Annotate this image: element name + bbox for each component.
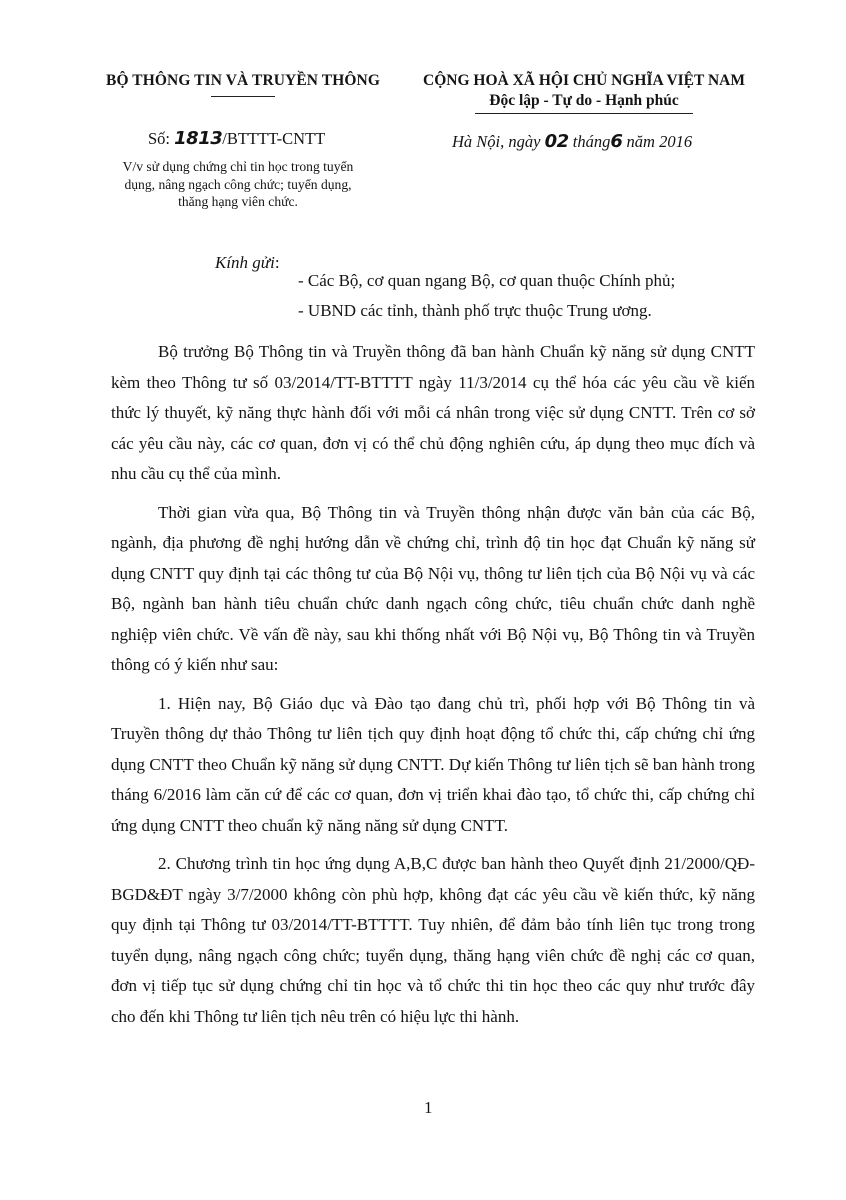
national-header — [414, 72, 754, 114]
agency-underline — [211, 96, 275, 97]
document-number-suffix: /BTTTT-CNTT — [222, 129, 326, 148]
recipient-item: - UBND các tỉnh, thành phố trực thuộc Trung ương. — [298, 301, 652, 320]
motto-underline — [475, 113, 693, 114]
agency-name: BỘ THÔNG TIN VÀ TRUYỀN THÔNG — [106, 72, 380, 89]
date-month-handwritten: 6 — [610, 131, 623, 152]
date-line — [452, 131, 692, 152]
national-motto: Độc lập - Tự do - Hạnh phúc — [489, 92, 679, 109]
nation-name: CỘNG HOÀ XÃ HỘI CHỦ NGHĨA VIỆT NAM — [423, 72, 745, 89]
date-prefix: Hà Nội, ngày — [452, 132, 541, 151]
recipients-label-text: Kính gửi — [215, 253, 275, 272]
date-suffix: năm 2016 — [626, 132, 693, 151]
body-paragraph: Bộ trưởng Bộ Thông tin và Truyền thông đã ban hành Chuẩn kỹ năng sử dụng CNTT kèm theo Thông tư số 03/2014/TT-BTTTT ngày 11/3/2014 cụ thể hóa các yêu cầu về kiến thức lý thuyết, kỹ năng thực hành đối với mỗi cá nhân trong việc sử dụng CNTT. Trên cơ sở các yêu cầu này, các cơ quan, đơn vị có thể chủ động nghiên cứu, áp dụng theo mục đích và nhu cầu cụ thể của mình. — [111, 342, 755, 483]
document-body — [111, 337, 755, 1040]
page-number: 1 — [424, 1098, 433, 1117]
agency-header — [88, 72, 398, 97]
recipients-list — [298, 266, 675, 326]
date-day-handwritten: 02 — [544, 131, 569, 152]
body-paragraph: 1. Hiện nay, Bộ Giáo dục và Đào tạo đang chủ trì, phối hợp với Bộ Thông tin và Truyền thông dự thảo Thông tư liên tịch quy định hoạt động tổ chức thi, cấp chứng chỉ ứng dụng CNTT theo Chuẩn kỹ năng sử dụng CNTT. Dự kiến Thông tư liên tịch sẽ ban hành trong tháng 6/2016 làm căn cứ để các cơ quan, đơn vị triển khai đào tạo, tổ chức thi, cấp chứng chỉ ứng dụng CNTT theo chuẩn kỹ năng năng sử dụng CNTT. — [111, 693, 755, 835]
document-number — [148, 128, 325, 149]
document-subject: V/v sử dụng chứng chỉ tin học trong tuyển dụng, nâng ngạch công chức; tuyển dụng, thăng hạng viên chức. — [122, 159, 354, 209]
body-paragraph: Thời gian vừa qua, Bộ Thông tin và Truyền thông nhận được văn bản của các Bộ, ngành, địa phương đề nghị hướng dẫn về chứng chỉ, trình độ tin học đạt Chuẩn kỹ năng sử dụng CNTT quy định tại các thông tư của Bộ Nội vụ, thông tư liên tịch của Bộ Nội vụ và các Bộ, ngành ban hành tiêu chuẩn chức danh ngạch công chức, tiêu chuẩn chức danh nghề nghiệp viên chức. Về vấn đề này, sau khi thống nhất với Bộ Nội vụ, Bộ Thông tin và Truyền thông có ý kiến như sau: — [111, 502, 755, 674]
body-paragraph: 2. Chương trình tin học ứng dụng A,B,C được ban hành theo Quyết định 21/2000/QĐ-BGD&ĐT ngày 3/7/2000 không còn phù hợp, không đạt các yêu cầu về kiến thức, kỹ năng quy định tại Thông tư 03/2014/TT-BTTTT. Tuy nhiên, để đảm bảo tính liên tục trong trong tuyển dụng, nâng ngạch công chức; tuyển dụng, thăng hạng viên chức đề nghị các cơ quan, đơn vị tiếp tục sử dụng chứng chỉ tin học và tổ chức thi tin học theo các quy như trước đây cho đến khi Thông tư liên tịch nêu trên có hiệu lực thi hành. — [111, 854, 755, 1026]
document-number-handwritten: 1813 — [174, 128, 223, 149]
date-month-word: tháng — [572, 132, 611, 151]
recipient-item: - Các Bộ, cơ quan ngang Bộ, cơ quan thuộc Chính phủ; — [298, 271, 676, 290]
recipients-label: Kính gửi: — [215, 253, 280, 272]
document-number-prefix: Số: — [148, 129, 171, 148]
